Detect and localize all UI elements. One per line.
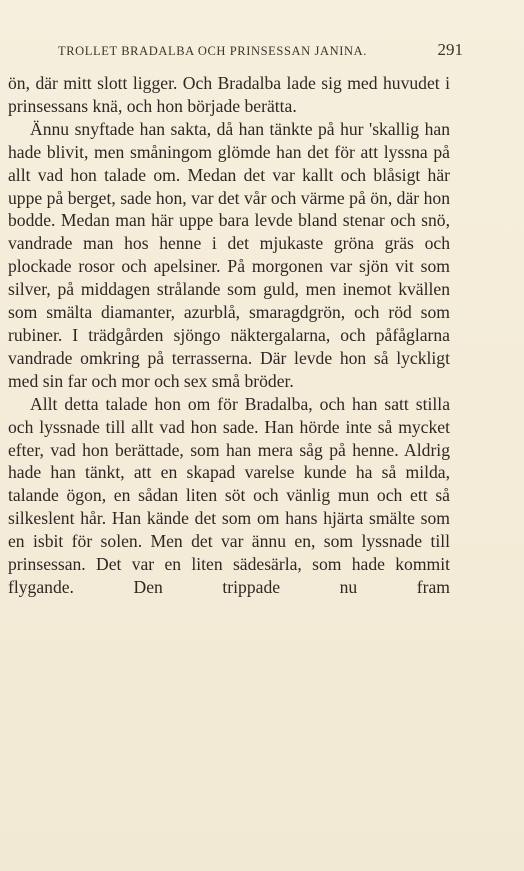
body-text (8, 72, 450, 599)
paragraph-2: Ännu snyftade han sakta, då han tänkte på hur 'skallig han hade blivit, men småningom glömde han det för att lyssna på allt vad hon talade om. Medan det var kallt och blåsigt här uppe på berget, sade hon, var det vår och värme på ön, där hon bodde. Medan man här uppe bara levde bland stenar och snö, vandrade man hos henne i det mjukaste gröna gräs och plockade rosor och apelsiner. På morgonen var sjön vit som silver, på middagen strålande som guld, men inemot kvällen som smälta diamanter, azurblå, smaragdgrön, och röd som rubiner. I trädgården sjöngo näktergalarna, och påfåglarna vandrade omkring på terrasserna. Där levde hon så lyckligt med sin far och mor och sex små bröder. (8, 118, 450, 391)
running-header (58, 40, 463, 62)
page-number: 291 (437, 40, 463, 59)
paragraph-1: ön, där mitt slott ligger. Och Bradalba lade sig med huvudet i prinsessans knä, och hon började berätta. (8, 73, 450, 116)
running-title: TROLLET BRADALBA OCH PRINSESSAN JANINA. (58, 44, 367, 58)
paragraph-3: Allt detta talade hon om för Bradalba, och han satt stilla och lyssnade till allt vad hon sade. Han hörde inte så mycket efter, vad hon berättade, som han mera såg på henne. Aldrig hade han tänkt, att en skapad varelse kunde ha så milda, talande ögon, en sådan liten söt och vänlig mun och ett så silkeslent hår. Han kände det som om hans hjärta smälte som en isbit för solen. Men det var ännu en, som lyssnade till prinsessan. Det var en liten sädesärla, som hade kommit flygande. Den trippade nu fram (8, 393, 450, 597)
